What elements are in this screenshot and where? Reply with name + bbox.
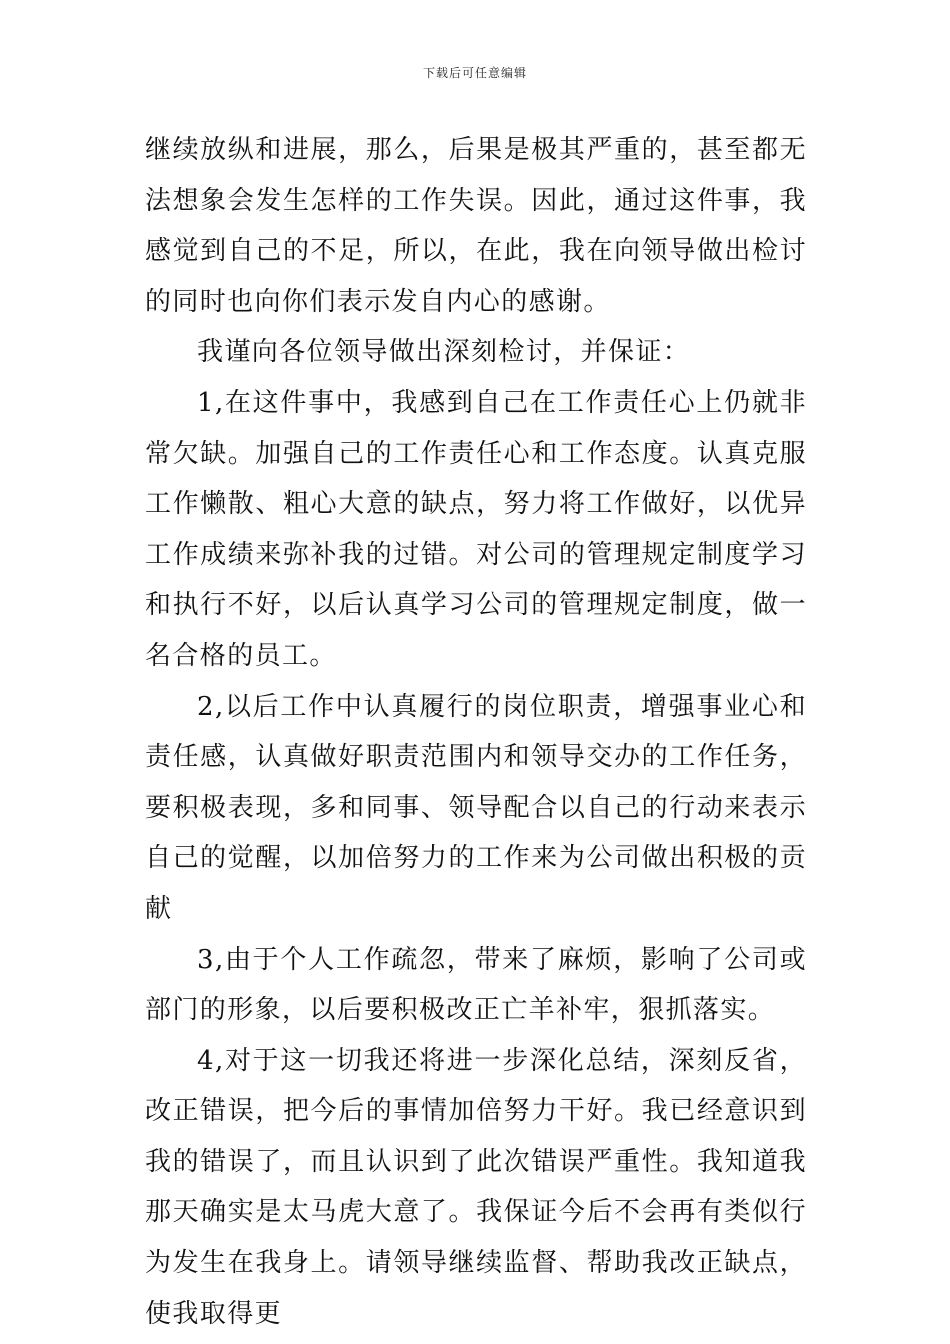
document-body xyxy=(145,125,807,1339)
paragraph-item-1: 1,在这件事中，我感到自己在工作责任心上仍就非常欠缺。加强自己的工作责任心和工作态度。认真克服工作懒散、粗心大意的缺点，努力将工作做好，以优异工作成绩来弥补我的过错。对公司的管理规定制度学习和执行不好，以后认真学习公司的管理规定制度，做一名合格的员工。 xyxy=(145,387,807,671)
paragraph-pledge-intro: 我谨向各位领导做出深刻检讨，并保证： xyxy=(197,337,691,368)
page-header: 下载后可任意编辑 xyxy=(422,66,527,80)
paragraph-continuation: 继续放纵和进展，那么，后果是极其严重的，甚至都无法想象会发生怎样的工作失误。因此，通过这件事，我感觉到自己的不足，所以，在此，我在向领导做出检讨的同时也向你们表示发自内心的感谢。 xyxy=(145,135,807,317)
paragraph-item-2: 2,以后工作中认真履行的岗位职责，增强事业心和责任感，认真做好职责范围内和领导交办的工作任务，要积极表现，多和同事、领导配合以自己的行动来表示自己的觉醒，以加倍努力的工作来为公司做出积极的贡献 xyxy=(145,691,807,924)
paragraph-item-4: 4,对于这一切我还将进一步深化总结，深刻反省，改正错误，把今后的事情加倍努力干好。我已经意识到我的错误了，而且认识到了此次错误严重性。我知道我那天确实是太马虎大意了。我保证今后不会再有类似行为发生在我身上。请领导继续监督、帮助我改正缺点，使我取得更 xyxy=(145,1045,807,1329)
paragraph-item-3: 3,由于个人工作疏忽，带来了麻烦，影响了公司或部门的形象，以后要积极改正亡羊补牢，狠抓落实。 xyxy=(145,944,807,1026)
